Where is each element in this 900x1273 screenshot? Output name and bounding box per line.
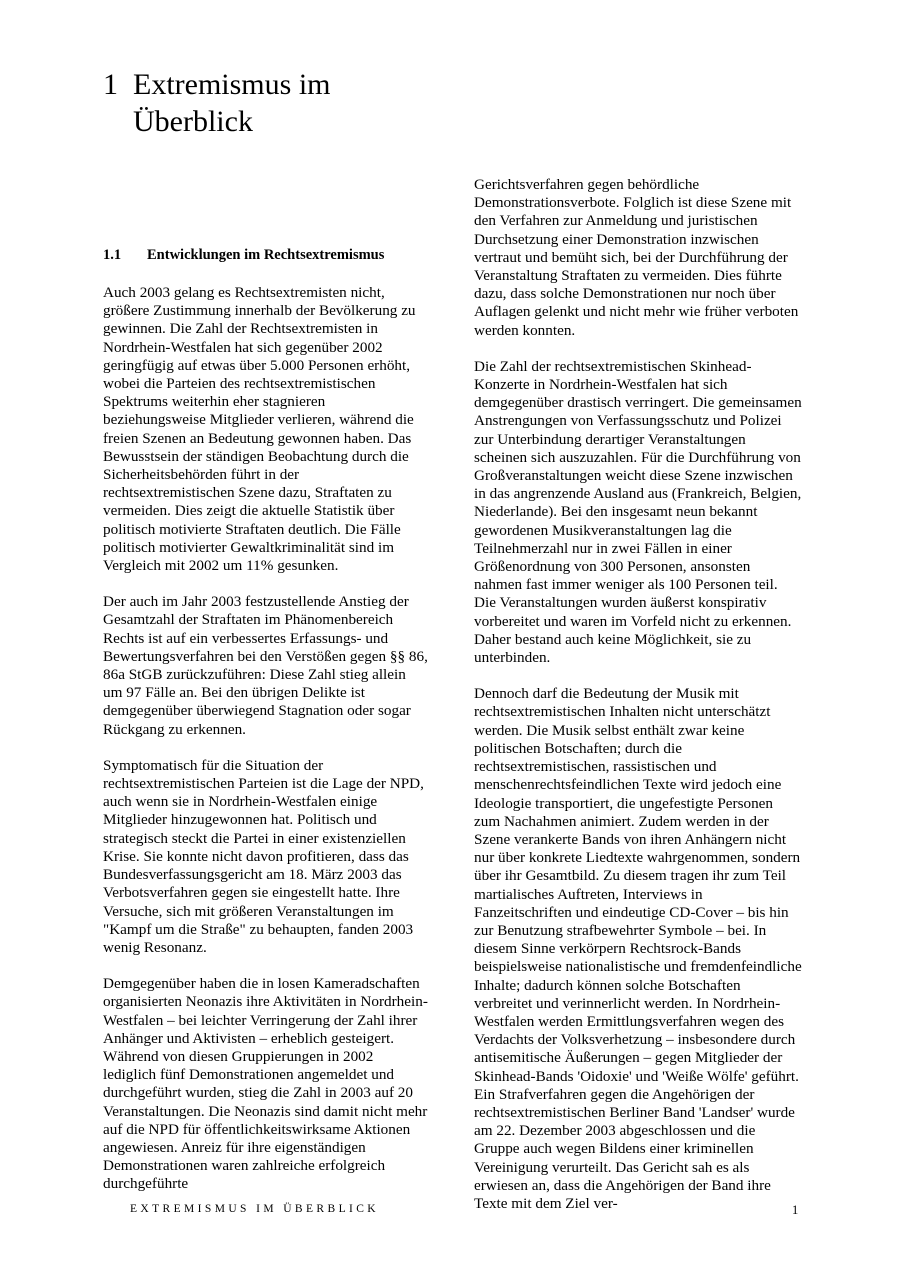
page-number: 1 xyxy=(792,1203,799,1217)
paragraph: Auch 2003 gelang es Rechtsextremisten nicht, größere Zustimmung innerhalb der Bevölkerung zu gewinnen. Die Zahl der Rechtsextremisten in Nordrhein-Westfalen hat sich gegenüber 2002 geringfügig auf etwas über 5.000 Personen erhöht, wobei die Parteien des rechtsextremistischen Spektrums weiterhin eher stagnieren beziehungsweise Mitglieder verlieren, während die freien Szenen an Bedeutung gewonnen haben. Das Bewusstsein der ständigen Beobachtung durch die Sicherheitsbehörden führt in der rechtsextremistischen Szene dazu, Straftaten zu vermeiden. Dies zeigt die aktuelle Statistik über politisch motivierte Straftaten deutlich. Die Fälle politisch motivierter Gewaltkriminalität sind im Vergleich mit 2002 um 11% gesunken. xyxy=(103,284,416,575)
paragraph: Der auch im Jahr 2003 festzustellende Anstieg der Gesamtzahl der Straftaten im Phänomenbereich Rechts ist auf ein verbessertes Erfassungs- und Bewertungsverfahren bei den Verstößen gegen §§ 86, 86a StGB zurückzuführen: Diese Zahl stieg allein um 97 Fälle an. Bei den übrigen Delikte ist demgegenüber überwiegend Stagnation oder sogar Rückgang zu erkennen. xyxy=(103,593,428,738)
paragraph: Demgegenüber haben die in losen Kameradschaften organisierten Neonazis ihre Aktivitäten in Nordrhein-Westfalen – bei leichter Verringerung der Zahl ihrer Anhänger und Aktivisten – erheblich gesteigert. Während von diesen Gruppierungen in 2002 lediglich fünf Demonstrationen angemeldet und durchgeführt wurden, stieg die Zahl in 2003 auf 20 Veranstaltungen. Die Neonazis sind damit nicht mehr auf die NPD für öffentlichkeitswirksame Aktionen angewiesen. Anreiz für ihre eigenständigen Demonstrationen waren zahlreiche erfolgreich durchgeführte xyxy=(103,975,428,1193)
section-title: Entwicklungen im Rechtsextremismus xyxy=(147,247,385,263)
paragraph: Dennoch darf die Bedeutung der Musik mit rechtsextremistischen Inhalten nicht unterschätzt werden. Die Musik selbst enthält zwar keine politischen Botschaften; durch die rechtsextremistischen, rassistischen und menschenrechtsfeindlichen Texte wird jedoch eine Ideologie transportiert, die ungefestigte Personen zum Nachahmen animiert. Zudem werden in der Szene verankerte Bands von ihren Anhängern nicht nur über konkrete Liedtexte wahrgenommen, sondern über ihr Gesamtbild. Zu diesem tragen ihr zum Teil martialisches Auftreten, Interviews in Fanzeitschriften und eindeutige CD-Cover – bis hin zur Benutzung strafbewehrter Symbole – bei. In diesem Sinne verkörpern Rechtsrock-Bands beispielsweise nationalistische und fremdenfeindliche Inhalte; dadurch können solche Botschaften verbreitet und verinnerlicht werden. In Nordrhein-Westfalen werden Ermittlungsverfahren wegen des Verdachts der Volksverhetzung – insbesondere durch antisemitische Äußerungen – gegen Mitglieder der Skinhead-Bands 'Oidoxie' und 'Weiße Wölfe' geführt. Ein Strafverfahren gegen die Angehörigen der rechtsextremistischen Berliner Band 'Landser' wurde am 22. Dezember 2003 abgeschlossen und die Gruppe auch wegen Bildens einer kriminellen Vereinigung verurteilt. Das Gericht sah es als erwiesen an, dass die Angehörigen der Band ihre Texte mit dem Ziel ver- xyxy=(474,685,802,1212)
paragraph: Die Zahl der rechtsextremistischen Skinhead-Konzerte in Nordrhein-Westfalen hat sich demgegenüber drastisch verringert. Die gemeinsamen Anstrengungen von Verfassungsschutz und Polizei zur Unterbindung derartiger Veranstaltungen scheinen sich auszuzahlen. Für die Durchführung von Großveranstaltungen weicht diese Szene inzwischen in das angrenzende Ausland aus (Frankreich, Belgien, Niederlande). Bei den insgesamt neun bekannt gewordenen Musikveranstaltungen lag die Teilnehmerzahl nur in zwei Fällen in einer Größenordnung von 300 Personen, ansonsten nahmen fast immer weniger als 100 Personen teil. Die Veranstaltungen wurden äußerst konspirativ vorbereitet und waren im Vorfeld nicht zu erkennen. Daher bestand auch keine Möglichkeit, sie zu unterbinden. xyxy=(474,357,802,667)
chapter-title: Extremismus im Überblick xyxy=(133,68,331,138)
section-number: 1.1 xyxy=(103,247,122,263)
paragraph: Gerichtsverfahren gegen behördliche Demonstrationsverbote. Folglich ist diese Szene mit den Verfahren zur Anmeldung und juristischen Durchsetzung einer Demonstration inzwischen vertraut und bemüht sich, bei der Durchführung der Veranstaltung Straftaten zu vermeiden. Dies führte dazu, dass solche Demonstrationen nur noch über Auflagen gelenkt und nicht mehr wie früher verboten werden konnten. xyxy=(474,176,799,339)
paragraph: Symptomatisch für die Situation der rechtsextremistischen Parteien ist die Lage der NPD, auch wenn sie in Nordrhein-Westfalen einige Mitglieder hinzugewonnen hat. Politisch und strategisch steckt die Partei in einer existenziellen Krise. Sie konnte nicht davon profitieren, dass das Bundesverfassungsgericht am 18. März 2003 das Verbotsverfahren gegen sie eingestellt hatte. Ihre Versuche, sich mit größeren Veranstaltungen im "Kampf um die Straße" zu behaupten, fanden 2003 wenig Resonanz. xyxy=(103,756,424,956)
left-column xyxy=(103,284,428,1194)
running-footer-title: EXTREMISMUS IM ÜBERBLICK xyxy=(130,1203,380,1215)
chapter-number: 1 xyxy=(103,68,118,101)
right-column xyxy=(474,176,802,1213)
